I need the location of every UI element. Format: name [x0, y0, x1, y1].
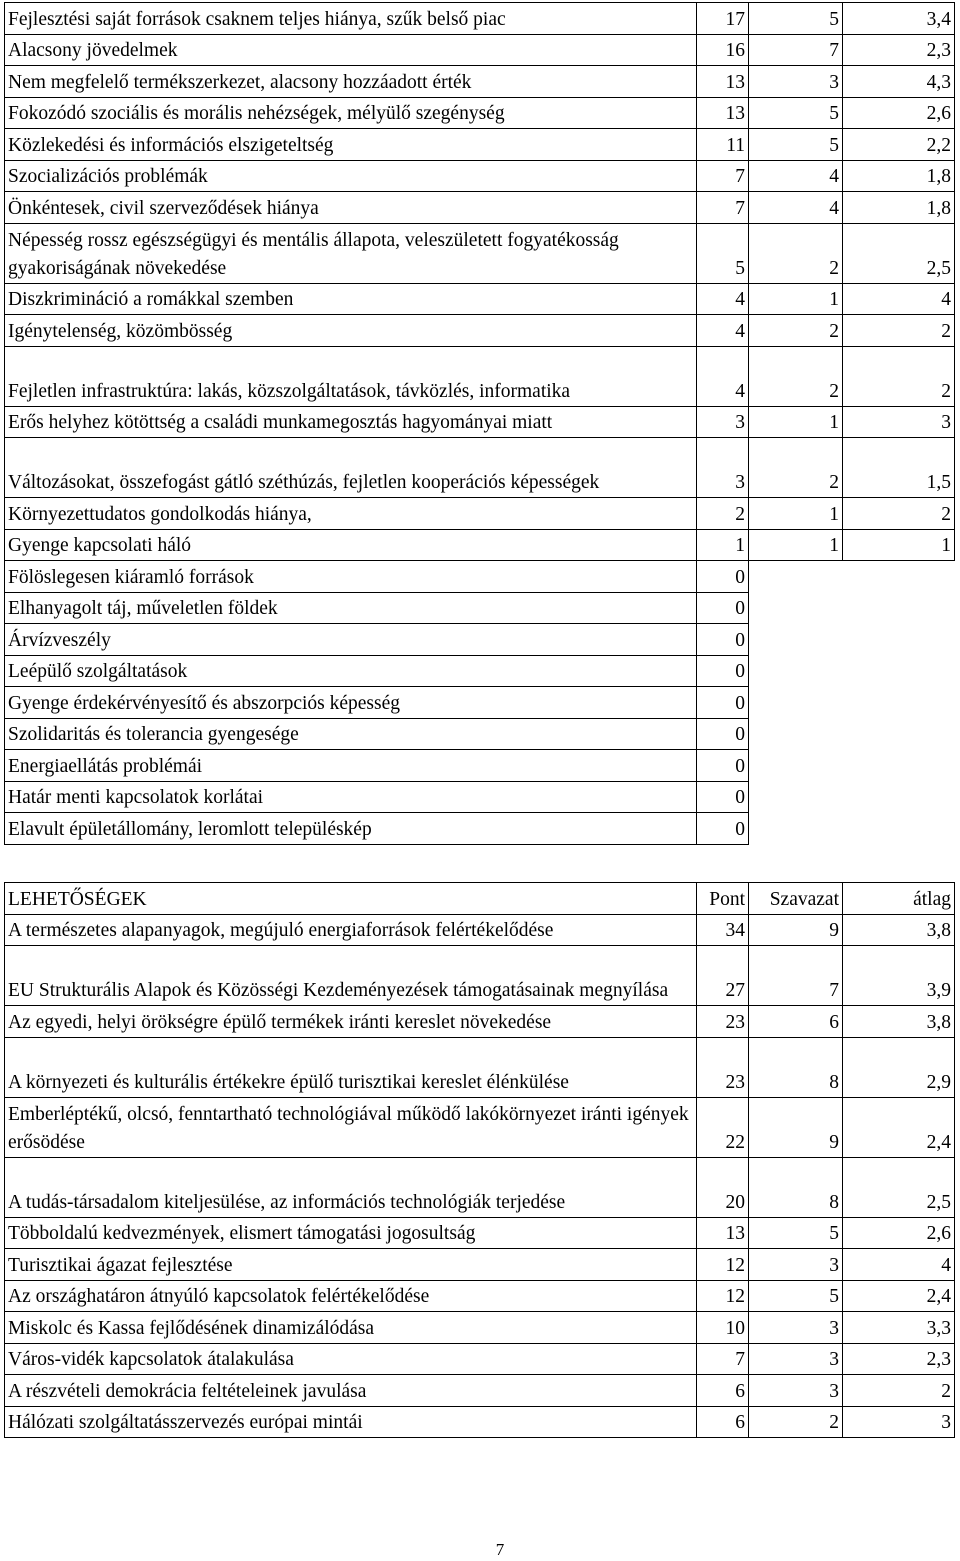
table-row [5, 750, 955, 782]
row-label: Környezettudatos gondolkodás hiánya, [5, 498, 697, 530]
pont-cell: 0 [697, 624, 749, 656]
szavazat-cell: 1 [749, 498, 843, 530]
pont-cell: 10 [697, 1312, 749, 1344]
szavazat-cell: 8 [749, 1037, 843, 1097]
szavazat-cell [749, 781, 843, 813]
row-label: A környezeti és kulturális értékekre épülő turisztikai kereslet élénkülése [5, 1037, 697, 1097]
szavazat-cell [749, 718, 843, 750]
row-label: Gyenge érdekérvényesítő és abszorpciós képesség [5, 687, 697, 719]
atlag-cell: 2,4 [843, 1097, 955, 1157]
table-row [5, 192, 955, 224]
table-row [5, 624, 955, 656]
pont-cell: 22 [697, 1097, 749, 1157]
pont-cell: 27 [697, 946, 749, 1006]
table-row [5, 406, 955, 438]
row-label: Energiaellátás problémái [5, 750, 697, 782]
atlag-cell: 2,9 [843, 1037, 955, 1097]
table-row [5, 1037, 955, 1097]
row-label: Fokozódó szociális és morális nehézségek, mélyülő szegénység [5, 97, 697, 129]
row-label: Szolidaritás és tolerancia gyengesége [5, 718, 697, 750]
szavazat-cell: 4 [749, 160, 843, 192]
table-row [5, 592, 955, 624]
row-label: Hálózati szolgáltatásszervezés európai mintái [5, 1406, 697, 1438]
table-row [5, 97, 955, 129]
pont-cell: 0 [697, 687, 749, 719]
pont-cell: 4 [697, 283, 749, 315]
pont-cell: 0 [697, 561, 749, 593]
szavazat-cell: 2 [749, 223, 843, 283]
atlag-cell: 1 [843, 529, 955, 561]
table-row [5, 561, 955, 593]
atlag-cell [843, 561, 955, 593]
pont-cell: 0 [697, 781, 749, 813]
pont-cell: 3 [697, 438, 749, 498]
szavazat-cell: 5 [749, 129, 843, 161]
szavazat-cell: 2 [749, 438, 843, 498]
szavazat-cell [749, 592, 843, 624]
row-label: A részvételi demokrácia feltételeinek javulása [5, 1375, 697, 1407]
table-row [5, 1006, 955, 1038]
row-label: Fölöslegesen kiáramló források [5, 561, 697, 593]
row-label: Igénytelenség, közömbösség [5, 315, 697, 347]
szavazat-cell: 5 [749, 1217, 843, 1249]
row-label: Elhanyagolt táj, műveletlen földek [5, 592, 697, 624]
pont-cell: 6 [697, 1406, 749, 1438]
row-label: Önkéntesek, civil szerveződések hiánya [5, 192, 697, 224]
atlag-cell: 2 [843, 1375, 955, 1407]
row-label: Közlekedési és információs elszigeteltség [5, 129, 697, 161]
szavazat-cell [749, 624, 843, 656]
atlag-cell [843, 592, 955, 624]
row-label: Város-vidék kapcsolatok átalakulása [5, 1343, 697, 1375]
table-row [5, 1406, 955, 1438]
szavazat-cell: 1 [749, 529, 843, 561]
row-label: Határ menti kapcsolatok korlátai [5, 781, 697, 813]
atlag-cell: 3,9 [843, 946, 955, 1006]
table-row [5, 66, 955, 98]
atlag-cell: 2 [843, 498, 955, 530]
pont-cell: 0 [697, 813, 749, 845]
row-label: Az országhatáron átnyúló kapcsolatok felértékelődése [5, 1280, 697, 1312]
table-row [5, 346, 955, 406]
table-row [5, 1343, 955, 1375]
table-row [5, 315, 955, 347]
table-row [5, 283, 955, 315]
szavazat-cell: 1 [749, 406, 843, 438]
szavazat-cell: 7 [749, 946, 843, 1006]
pont-cell: 13 [697, 66, 749, 98]
table-row [5, 129, 955, 161]
pont-cell: 0 [697, 750, 749, 782]
pont-cell: 5 [697, 223, 749, 283]
table-row [5, 223, 955, 283]
szavazat-cell: 3 [749, 66, 843, 98]
table-row [5, 946, 955, 1006]
table-row [5, 1157, 955, 1217]
atlag-cell: 4 [843, 1249, 955, 1281]
atlag-cell [843, 718, 955, 750]
szavazat-cell: 2 [749, 315, 843, 347]
pont-cell: 13 [697, 97, 749, 129]
table-row [5, 3, 955, 35]
atlag-cell [843, 687, 955, 719]
table-row [5, 1280, 955, 1312]
header-pont: Pont [697, 883, 749, 915]
atlag-cell: 3 [843, 406, 955, 438]
szavazat-cell [749, 687, 843, 719]
row-label: Alacsony jövedelmek [5, 34, 697, 66]
szavazat-cell: 2 [749, 1406, 843, 1438]
pont-cell: 6 [697, 1375, 749, 1407]
pont-cell: 12 [697, 1249, 749, 1281]
atlag-cell: 4 [843, 283, 955, 315]
atlag-cell: 2,3 [843, 1343, 955, 1375]
pont-cell: 11 [697, 129, 749, 161]
pont-cell: 17 [697, 3, 749, 35]
pont-cell: 7 [697, 192, 749, 224]
table-row [5, 1375, 955, 1407]
pont-cell: 3 [697, 406, 749, 438]
row-label: A természetes alapanyagok, megújuló energiaforrások felértékelődése [5, 914, 697, 946]
pont-cell: 7 [697, 1343, 749, 1375]
atlag-cell: 2,3 [843, 34, 955, 66]
szavazat-cell [749, 655, 843, 687]
row-label: Miskolc és Kassa fejlődésének dinamizálódása [5, 1312, 697, 1344]
pont-cell: 16 [697, 34, 749, 66]
szavazat-cell: 3 [749, 1375, 843, 1407]
atlag-cell: 3,4 [843, 3, 955, 35]
atlag-cell: 2,6 [843, 1217, 955, 1249]
szavazat-cell: 5 [749, 1280, 843, 1312]
row-label: Fejlesztési saját források csaknem teljes hiánya, szűk belső piac [5, 3, 697, 35]
table-row [5, 1097, 955, 1157]
pont-cell: 0 [697, 592, 749, 624]
pont-cell: 0 [697, 718, 749, 750]
opportunities-header-row [5, 883, 955, 915]
table-row [5, 718, 955, 750]
row-label: Fejletlen infrastruktúra: lakás, közszolgáltatások, távközlés, informatika [5, 346, 697, 406]
row-label: Gyenge kapcsolati háló [5, 529, 697, 561]
atlag-cell: 2,4 [843, 1280, 955, 1312]
row-label: Árvízveszély [5, 624, 697, 656]
header-szavazat: Szavazat [749, 883, 843, 915]
pont-cell: 12 [697, 1280, 749, 1312]
row-label: Diszkrimináció a romákkal szemben [5, 283, 697, 315]
table-row [5, 160, 955, 192]
opportunities-table [4, 882, 955, 1438]
szavazat-cell [749, 561, 843, 593]
row-label: Változásokat, összefogást gátló széthúzás, fejletlen kooperációs képességek [5, 438, 697, 498]
szavazat-cell: 5 [749, 3, 843, 35]
table-row [5, 438, 955, 498]
opportunities-title: LEHETŐSÉGEK [5, 883, 697, 915]
szavazat-cell: 5 [749, 97, 843, 129]
pont-cell: 4 [697, 346, 749, 406]
atlag-cell: 2,5 [843, 1157, 955, 1217]
row-label: Elavult épületállomány, leromlott településkép [5, 813, 697, 845]
header-atlag: átlag [843, 883, 955, 915]
table-row [5, 1312, 955, 1344]
pont-cell: 4 [697, 315, 749, 347]
szavazat-cell: 9 [749, 914, 843, 946]
atlag-cell [843, 750, 955, 782]
atlag-cell [843, 624, 955, 656]
atlag-cell [843, 813, 955, 845]
atlag-cell: 2,6 [843, 97, 955, 129]
atlag-cell [843, 781, 955, 813]
pont-cell: 0 [697, 655, 749, 687]
table-row [5, 687, 955, 719]
pont-cell: 1 [697, 529, 749, 561]
row-label: Erős helyhez kötöttség a családi munkamegosztás hagyományai miatt [5, 406, 697, 438]
row-label: Népesség rossz egészségügyi és mentális állapota, veleszületett fogyatékosság gyakoriságának növekedése [5, 223, 697, 283]
atlag-cell: 2,5 [843, 223, 955, 283]
pont-cell: 20 [697, 1157, 749, 1217]
pont-cell: 7 [697, 160, 749, 192]
atlag-cell: 2 [843, 315, 955, 347]
table-row [5, 813, 955, 845]
atlag-cell: 1,8 [843, 160, 955, 192]
table-row [5, 498, 955, 530]
szavazat-cell: 1 [749, 283, 843, 315]
szavazat-cell [749, 813, 843, 845]
pont-cell: 23 [697, 1037, 749, 1097]
table-row [5, 1249, 955, 1281]
row-label: EU Strukturális Alapok és Közösségi Kezdeményezések támogatásainak megnyílása [5, 946, 697, 1006]
szavazat-cell: 3 [749, 1312, 843, 1344]
atlag-cell: 4,3 [843, 66, 955, 98]
table-row [5, 529, 955, 561]
row-label: Nem megfelelő termékszerkezet, alacsony hozzáadott érték [5, 66, 697, 98]
szavazat-cell: 3 [749, 1343, 843, 1375]
atlag-cell: 1,5 [843, 438, 955, 498]
table-row [5, 34, 955, 66]
atlag-cell: 2 [843, 346, 955, 406]
table-row [5, 655, 955, 687]
szavazat-cell: 3 [749, 1249, 843, 1281]
szavazat-cell [749, 750, 843, 782]
row-label: Emberléptékű, olcsó, fenntartható technológiával működő lakókörnyezet iránti igények erősödése [5, 1097, 697, 1157]
pont-cell: 23 [697, 1006, 749, 1038]
row-label: Szocializációs problémák [5, 160, 697, 192]
szavazat-cell: 9 [749, 1097, 843, 1157]
szavazat-cell: 8 [749, 1157, 843, 1217]
row-label: Többoldalú kedvezmények, elismert támogatási jogosultság [5, 1217, 697, 1249]
table-row [5, 914, 955, 946]
atlag-cell: 3,3 [843, 1312, 955, 1344]
atlag-cell: 1,8 [843, 192, 955, 224]
table-row [5, 781, 955, 813]
weaknesses-table [4, 2, 955, 845]
szavazat-cell: 6 [749, 1006, 843, 1038]
row-label: A tudás-társadalom kiteljesülése, az információs technológiák terjedése [5, 1157, 697, 1217]
atlag-cell [843, 655, 955, 687]
row-label: Leépülő szolgáltatások [5, 655, 697, 687]
pont-cell: 34 [697, 914, 749, 946]
page-number: 7 [495, 1540, 505, 1559]
szavazat-cell: 2 [749, 346, 843, 406]
szavazat-cell: 7 [749, 34, 843, 66]
pont-cell: 2 [697, 498, 749, 530]
atlag-cell: 3,8 [843, 1006, 955, 1038]
szavazat-cell: 4 [749, 192, 843, 224]
atlag-cell: 3,8 [843, 914, 955, 946]
row-label: Turisztikai ágazat fejlesztése [5, 1249, 697, 1281]
table-row [5, 1217, 955, 1249]
row-label: Az egyedi, helyi örökségre épülő termékek iránti kereslet növekedése [5, 1006, 697, 1038]
atlag-cell: 2,2 [843, 129, 955, 161]
atlag-cell: 3 [843, 1406, 955, 1438]
pont-cell: 13 [697, 1217, 749, 1249]
